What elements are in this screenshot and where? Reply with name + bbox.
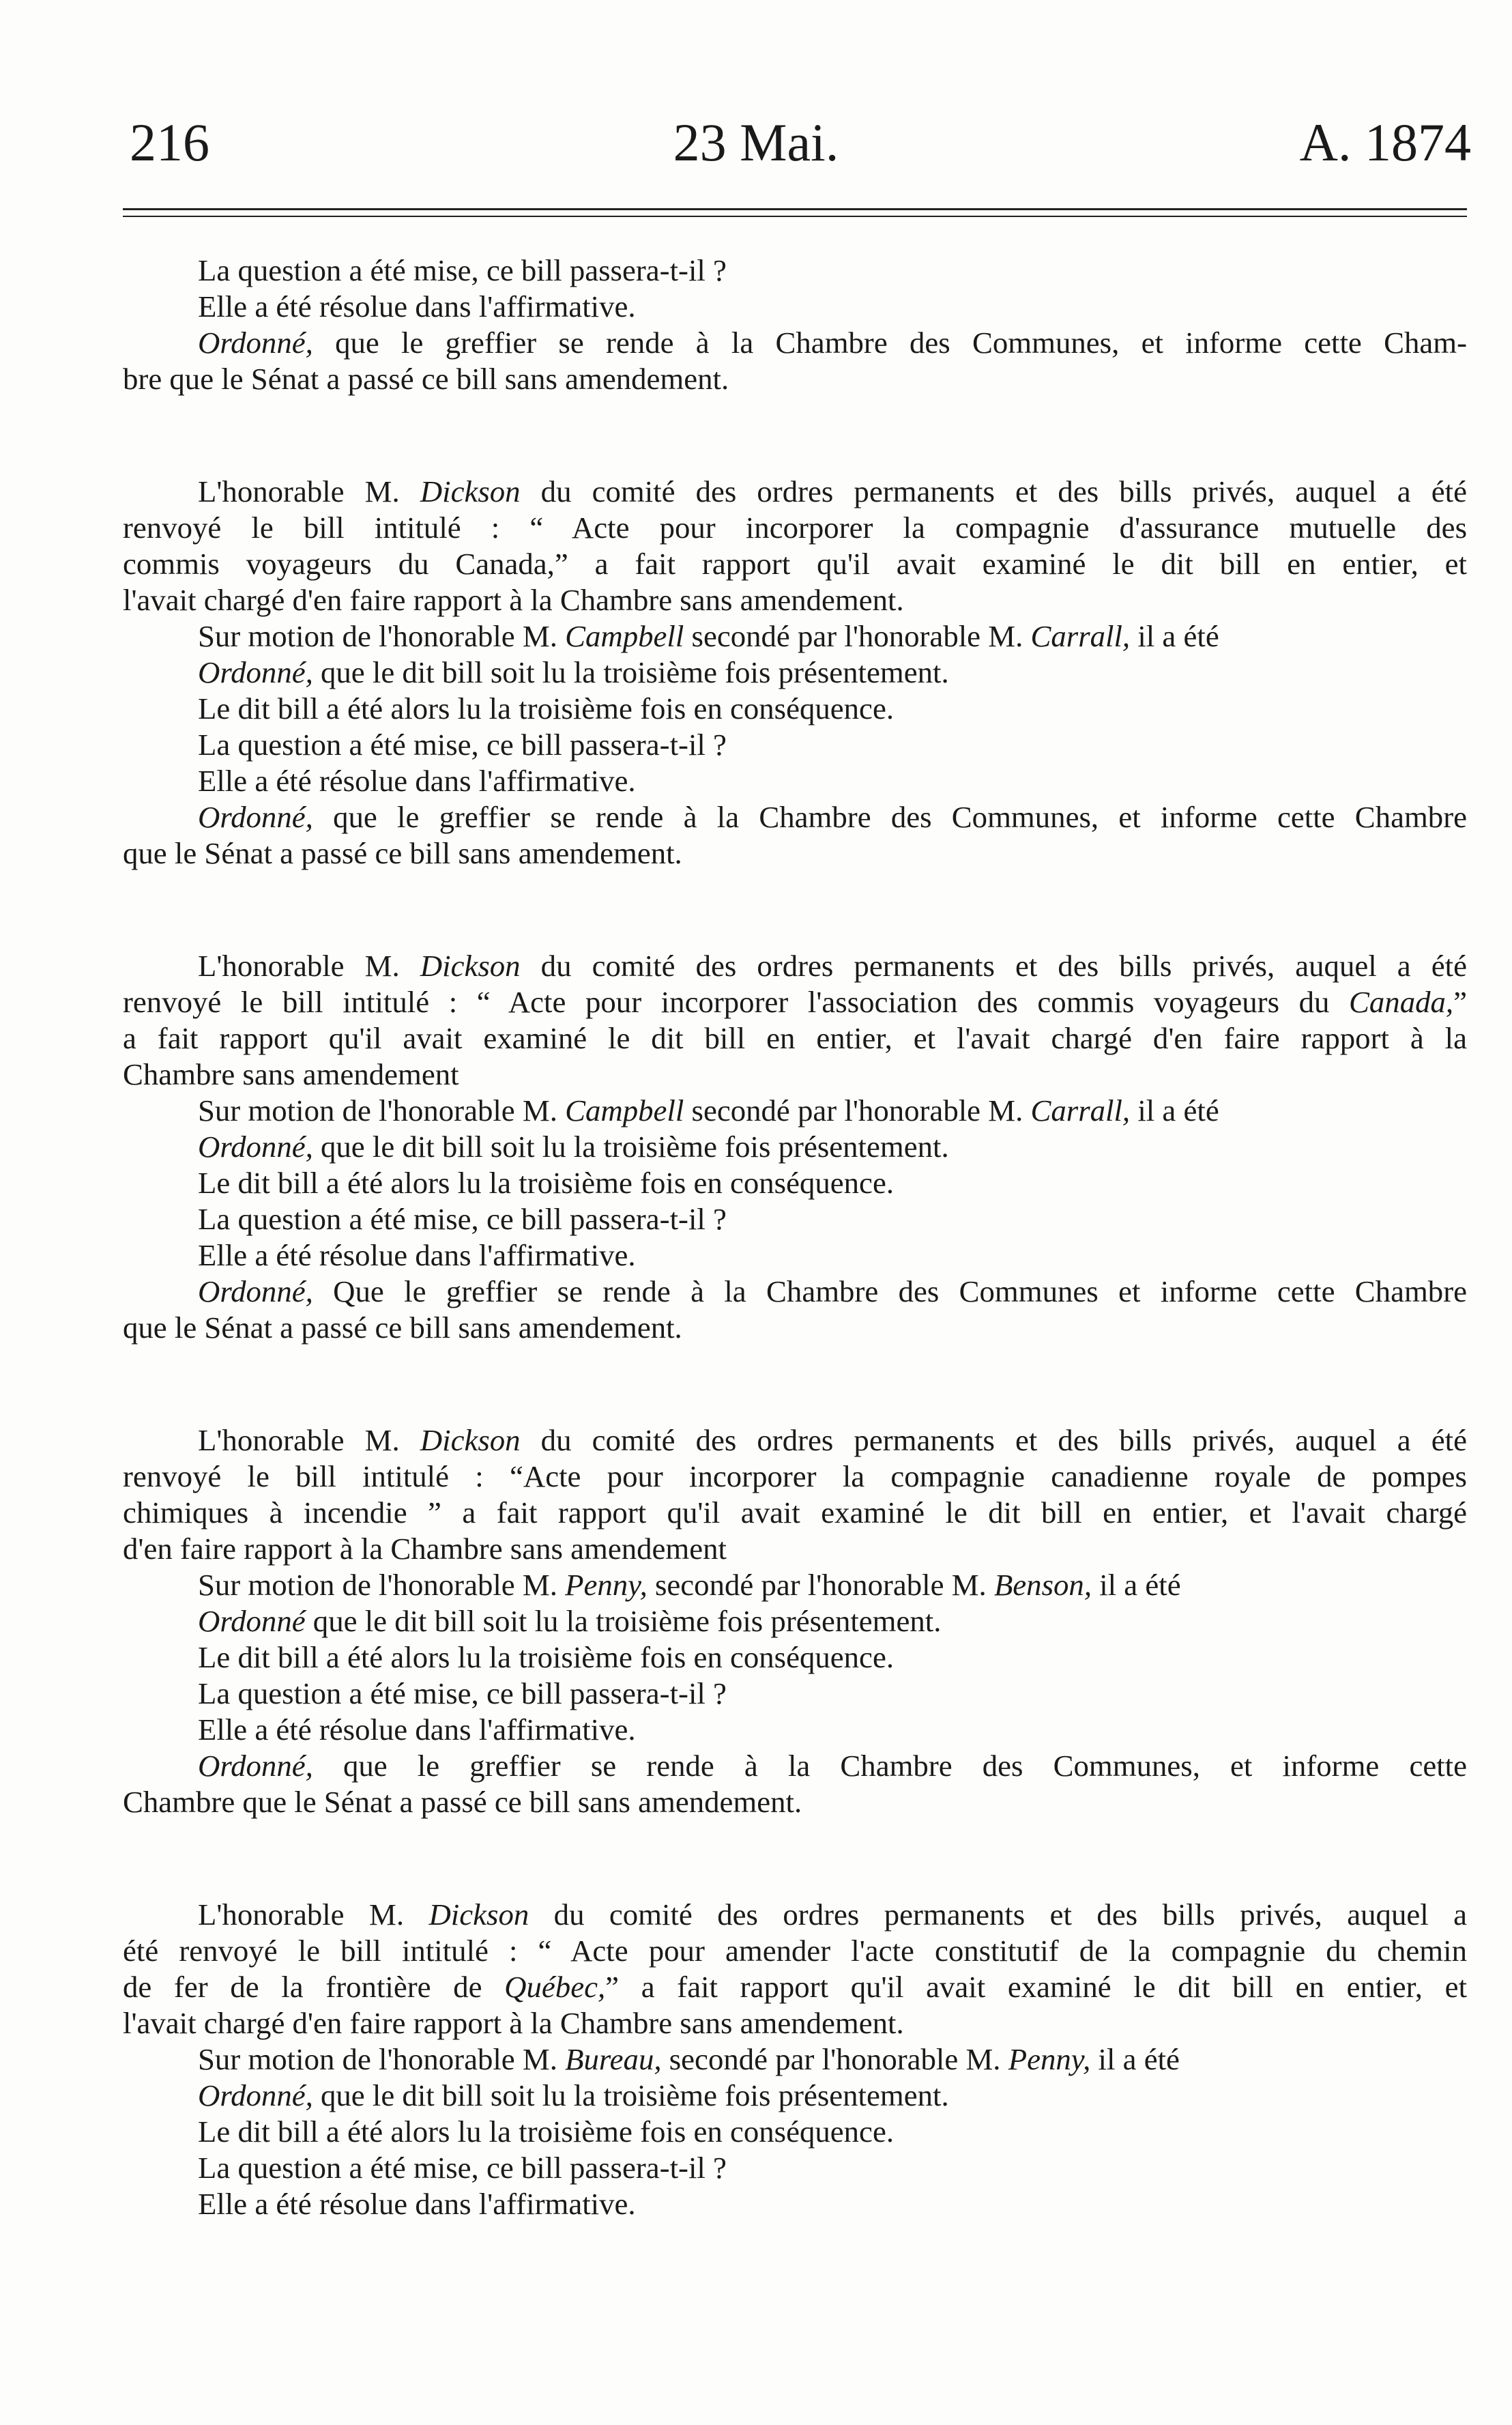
- italic-text: Canada,: [1349, 985, 1454, 1019]
- text-run: Elle a été résolue dans l'affirmative.: [198, 289, 636, 324]
- entry-section: [123, 948, 1467, 1346]
- italic-text: Dickson: [420, 949, 521, 983]
- italic-text: Ordonné,: [198, 1130, 313, 1164]
- text-line: [123, 546, 1467, 582]
- text-run: renvoyé le bill intitulé : “ Acte pour incorporer l'association des commis voyageurs du: [123, 985, 1350, 1019]
- text-run: La question a été mise, ce bill passera-t-il ?: [198, 1676, 727, 1710]
- italic-text: Carrall,: [1030, 1093, 1131, 1128]
- text-line: [123, 2005, 1467, 2041]
- text-run: Chambre que le Sénat a passé ce bill sans amendement.: [123, 1785, 802, 1819]
- italic-text: Penny,: [565, 1568, 648, 1602]
- text-run: chimiques à incendie ” a fait rapport qu'il avait examiné le dit bill en entier, et l'avait chargé: [123, 1495, 1467, 1530]
- italic-text: Québec,: [504, 1970, 606, 2004]
- text-line: [123, 1784, 1467, 1820]
- italic-text: Dickson: [420, 1423, 521, 1457]
- text-run: Sur motion de l'honorable M.: [198, 2042, 566, 2076]
- text-run: Elle a été résolue dans l'affirmative.: [198, 764, 636, 798]
- text-line: [123, 361, 1467, 397]
- text-run: L'honorable M.: [198, 1897, 429, 1932]
- text-run: que le dit bill soit lu la troisième fois présentement.: [312, 1130, 949, 1164]
- text-line: [123, 1531, 1467, 1567]
- text-line: [123, 2078, 1467, 2114]
- text-run: Le dit bill a été alors lu la troisième fois en conséquence.: [198, 2114, 895, 2149]
- text-run: Chambre sans amendement: [123, 1057, 459, 1091]
- entry-section: [123, 1422, 1467, 1820]
- text-line: [123, 948, 1467, 984]
- text-run: Le dit bill a été alors lu la troisième fois en conséquence.: [198, 1166, 895, 1200]
- text-run: Que le greffier se rende à la Chambre des Communes et informe cette Chambre: [312, 1274, 1467, 1308]
- text-run: du comité des ordres permanents et des bills privés, auquel a été: [520, 949, 1467, 983]
- text-run: Le dit bill a été alors lu la troisième fois en conséquence.: [198, 691, 895, 726]
- italic-text: Dickson: [420, 474, 521, 508]
- page-number: 216: [130, 113, 209, 172]
- text-run: Sur motion de l'honorable M.: [198, 619, 566, 653]
- italic-text: Ordonné,: [198, 2078, 313, 2112]
- page-body: [123, 253, 1467, 2222]
- italic-text: Ordonné,: [198, 1274, 313, 1308]
- text-run: La question a été mise, ce bill passera-t-il ?: [198, 1202, 727, 1236]
- text-run: L'honorable M.: [198, 949, 420, 983]
- text-run: il a été: [1130, 619, 1219, 653]
- text-run: que le dit bill soit lu la troisième fois présentement.: [305, 1604, 942, 1638]
- text-run: Elle a été résolue dans l'affirmative.: [198, 2187, 636, 2221]
- text-line: [123, 2186, 1467, 2222]
- text-line: [123, 1422, 1467, 1459]
- text-line: [123, 2150, 1467, 2186]
- text-run: Sur motion de l'honorable M.: [198, 1093, 566, 1128]
- text-run: il a été: [1092, 1568, 1181, 1602]
- entry-section: [123, 474, 1467, 872]
- text-run: renvoyé le bill intitulé : “ Acte pour incorporer la compagnie d'assurance mutuelle des: [123, 511, 1467, 545]
- text-line: [123, 1933, 1467, 1969]
- text-run: La question a été mise, ce bill passera-t-il ?: [198, 728, 727, 762]
- text-line: [123, 289, 1467, 325]
- text-run: d'en faire rapport à la Chambre sans amendement: [123, 1532, 727, 1566]
- text-line: [123, 1093, 1467, 1129]
- text-run: l'avait chargé d'en faire rapport à la Chambre sans amendement.: [123, 583, 904, 617]
- text-run: La question a été mise, ce bill passera-t-il ?: [198, 2151, 727, 2185]
- text-run: que le greffier se rende à la Chambre des Communes, et informe cette Cham-: [312, 326, 1467, 360]
- text-line: [123, 763, 1467, 799]
- text-run: Elle a été résolue dans l'affirmative.: [198, 1238, 636, 1272]
- text-run: bre que le Sénat a passé ce bill sans amendement.: [123, 362, 729, 396]
- text-run: que le dit bill soit lu la troisième fois présentement.: [312, 2078, 949, 2112]
- text-run: que le Sénat a passé ce bill sans amendement.: [123, 836, 682, 870]
- text-run: de fer de la frontière de: [123, 1970, 505, 2004]
- text-line: [123, 655, 1467, 691]
- text-line: [123, 618, 1467, 655]
- italic-text: Ordonné,: [198, 800, 313, 834]
- text-run: a fait rapport qu'il avait examiné le dit bill en entier, et l'avait chargé d'en faire rapport à la: [123, 1021, 1467, 1055]
- text-line: [123, 1129, 1467, 1165]
- text-line: [123, 1712, 1467, 1748]
- text-line: [123, 1237, 1467, 1274]
- text-line: [123, 1969, 1467, 2005]
- header-rule-bottom: [123, 216, 1467, 217]
- text-run: commis voyageurs du Canada,” a fait rapport qu'il avait examiné le dit bill en entier, et: [123, 547, 1467, 581]
- italic-text: Carrall,: [1030, 619, 1131, 653]
- text-line: [123, 1495, 1467, 1531]
- text-run: il a été: [1090, 2042, 1180, 2076]
- text-run: du comité des ordres permanents et des bills privés, auquel a été: [520, 1423, 1467, 1457]
- page-header: [0, 113, 1512, 191]
- page-date: 23 Mai.: [673, 113, 839, 172]
- italic-text: Benson,: [993, 1568, 1092, 1602]
- text-line: [123, 2041, 1467, 2078]
- italic-text: Campbell: [565, 1093, 684, 1128]
- text-line: [123, 474, 1467, 510]
- text-line: [123, 510, 1467, 546]
- entry-section: [123, 253, 1467, 397]
- text-line: [123, 1603, 1467, 1639]
- italic-text: Penny,: [1008, 2042, 1091, 2076]
- italic-text: Ordonné,: [198, 655, 313, 689]
- text-run: secondé par l'honorable M.: [647, 1568, 994, 1602]
- text-line: [123, 1310, 1467, 1346]
- text-line: [123, 1459, 1467, 1495]
- text-line: [123, 1274, 1467, 1310]
- text-run: que le Sénat a passé ce bill sans amendement.: [123, 1310, 682, 1345]
- italic-text: Ordonné: [198, 1604, 306, 1638]
- italic-text: Bureau,: [565, 2042, 662, 2076]
- header-rule-top: [123, 208, 1467, 210]
- text-run: été renvoyé le bill intitulé : “ Acte pour amender l'acte constitutif de la compagnie du chemin: [123, 1934, 1467, 1968]
- text-line: [123, 984, 1467, 1020]
- text-run: Le dit bill a été alors lu la troisième fois en conséquence.: [198, 1640, 895, 1674]
- text-line: [123, 1020, 1467, 1057]
- italic-text: Ordonné,: [198, 1749, 313, 1783]
- text-run: ” a fait rapport qu'il avait examiné le dit bill en entier, et: [605, 1970, 1467, 2004]
- text-run: secondé par l'honorable M.: [684, 1093, 1031, 1128]
- text-run: l'avait chargé d'en faire rapport à la Chambre sans amendement.: [123, 2006, 904, 2040]
- text-run: il a été: [1130, 1093, 1219, 1128]
- text-line: [123, 835, 1467, 872]
- text-run: L'honorable M.: [198, 474, 420, 508]
- text-line: [123, 325, 1467, 361]
- text-run: renvoyé le bill intitulé : “Acte pour incorporer la compagnie canadienne royale de pompes: [123, 1459, 1467, 1493]
- text-line: [123, 1057, 1467, 1093]
- text-line: [123, 2114, 1467, 2150]
- text-run: Sur motion de l'honorable M.: [198, 1568, 566, 1602]
- italic-text: Ordonné,: [198, 326, 313, 360]
- text-line: [123, 1676, 1467, 1712]
- text-line: [123, 799, 1467, 835]
- text-line: [123, 1165, 1467, 1201]
- entry-section: [123, 1897, 1467, 2222]
- text-line: [123, 582, 1467, 618]
- text-run: que le greffier se rende à la Chambre des Communes, et informe cette: [312, 1749, 1467, 1783]
- text-line: [123, 691, 1467, 727]
- text-line: [123, 1748, 1467, 1784]
- text-run: que le greffier se rende à la Chambre des Communes, et informe cette Chambre: [312, 800, 1467, 834]
- text-run: ”: [1453, 985, 1467, 1019]
- text-run: Elle a été résolue dans l'affirmative.: [198, 1712, 636, 1747]
- text-line: [123, 1567, 1467, 1603]
- text-line: [123, 1639, 1467, 1676]
- text-run: La question a été mise, ce bill passera-t-il ?: [198, 253, 727, 287]
- text-line: [123, 727, 1467, 763]
- text-run: que le dit bill soit lu la troisième fois présentement.: [312, 655, 949, 689]
- text-run: L'honorable M.: [198, 1423, 420, 1457]
- italic-text: Campbell: [565, 619, 684, 653]
- text-run: du comité des ordres permanents et des bills privés, auquel a: [529, 1897, 1467, 1932]
- text-line: [123, 1897, 1467, 1933]
- text-line: [123, 1201, 1467, 1237]
- italic-text: Dickson: [428, 1897, 529, 1932]
- text-run: secondé par l'honorable M.: [684, 619, 1031, 653]
- text-line: [123, 253, 1467, 289]
- page-year: A. 1874: [1299, 113, 1471, 172]
- text-run: secondé par l'honorable M.: [661, 2042, 1008, 2076]
- text-run: du comité des ordres permanents et des bills privés, auquel a été: [520, 474, 1467, 508]
